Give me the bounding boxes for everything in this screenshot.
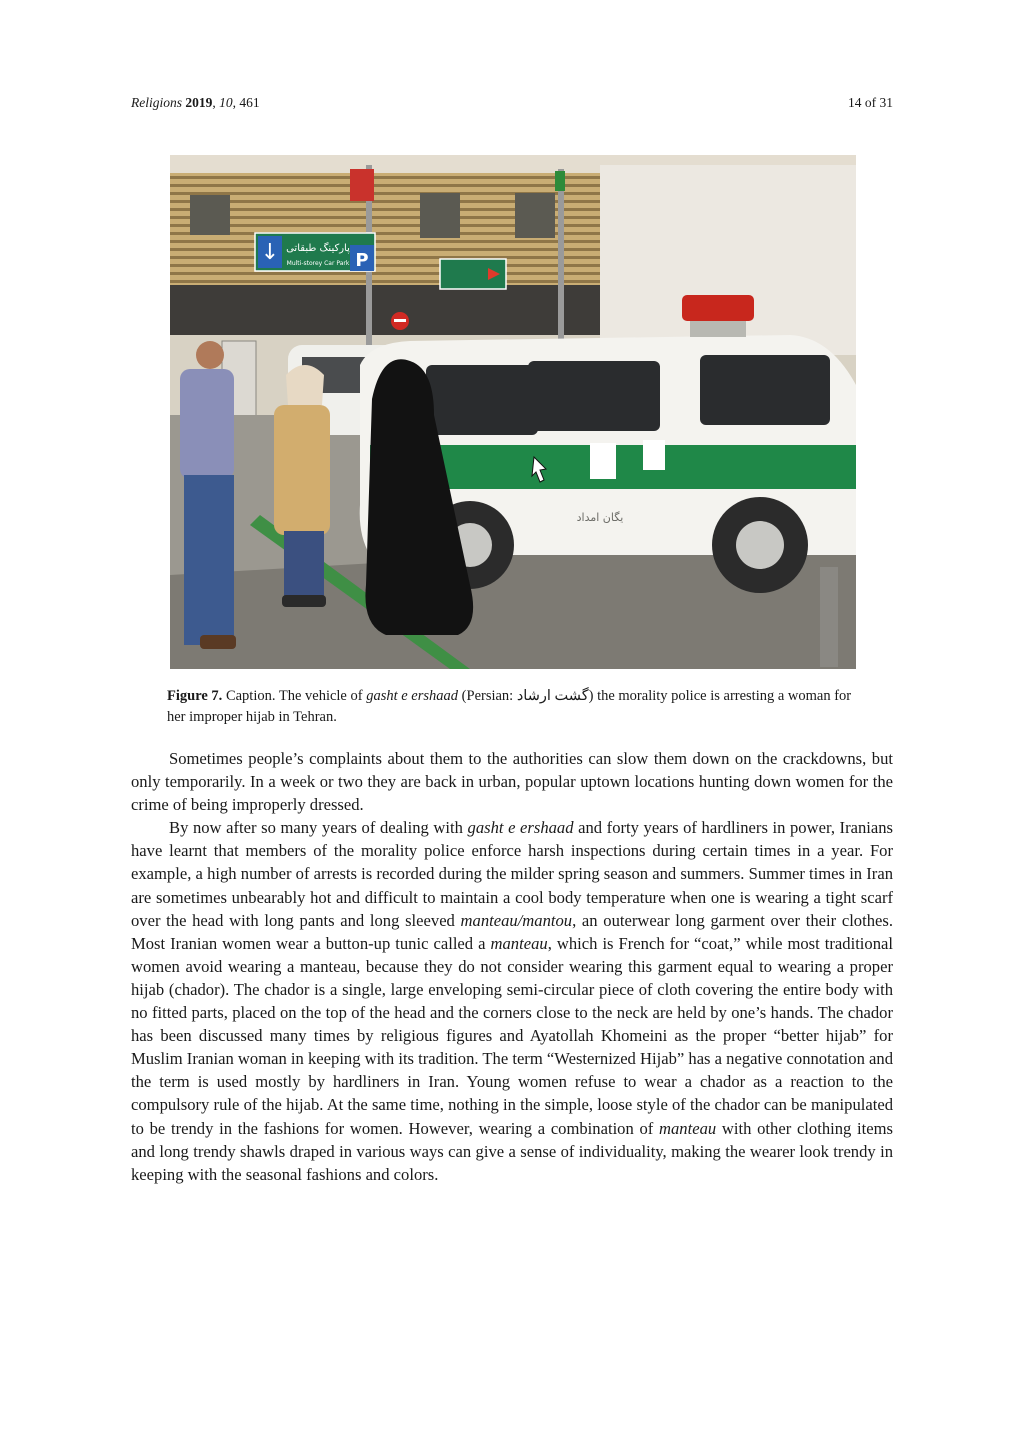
italic-term: manteau/mantou xyxy=(460,910,573,930)
direction-sign xyxy=(440,259,506,289)
page-number: 14 of 31 xyxy=(848,95,893,110)
paragraph xyxy=(131,747,893,816)
text-run: with other clothing items and long trendy shawls draped in various ways can give a sense of individuality, making the wearer look trendy in keeping with the seasonal fashions and colors. xyxy=(131,1118,893,1184)
parking-sign-persian: پارکینگ طبقاتی xyxy=(286,243,350,254)
italic-term: manteau xyxy=(659,1118,717,1138)
arrow-down-icon: ↓ xyxy=(260,240,280,265)
figure-caption xyxy=(167,686,867,728)
text-run: By now after so many years of dealing with xyxy=(169,818,468,838)
street-scene-illustration xyxy=(170,155,856,669)
caption-term: gasht e ershaad xyxy=(366,688,459,704)
man-figure xyxy=(180,341,236,649)
text-run: and forty years of hardliners in power, Iranians have learnt that members of the morality police enforce harsh inspections during certain times in a year. For example, a high number of arrests is recorded during the milder spring season and summers. Summer times in Iran are sometimes unbearably hot and difficult to maintain a cool body temperature when one is wearing a tight scarf over the head with long pants and long sleeved xyxy=(131,818,894,930)
journal-citation: Religions 2019, 10, 461 xyxy=(131,95,260,110)
parking-sign xyxy=(255,233,375,271)
journal-name: Religions xyxy=(131,95,182,110)
italic-term: gasht e ershaad xyxy=(467,818,574,838)
van-label: یگان امداد xyxy=(576,511,624,524)
parking-p-letter: P xyxy=(355,250,369,271)
caption-text-part1: Caption. The vehicle of xyxy=(222,688,367,704)
journal-volume: 10 xyxy=(219,95,233,110)
italic-term: manteau xyxy=(490,933,548,953)
siren-light xyxy=(682,295,754,321)
paragraph xyxy=(131,816,893,1186)
caption-label: Figure 7. xyxy=(167,688,223,704)
article-number: 461 xyxy=(239,95,260,110)
text-run: , which is French for “coat,” while most traditional women avoid wearing a manteau, because they do not consider wearing this garment equal to wearing a proper hijab (chador). The chador is a single, large enveloping semi-circular piece of cloth covering the entire body with no fitted parts, placed on the top of the head and the corners close to the neck are held by one’s hands. The chador has been discussed many times by religious figures and Ayatollah Khomeini as the proper “better hijab” for Muslim Iranian woman in keeping with its tradition. The term “Westernized Hijab” has a negative connotation and the term is used mostly by hardliners in Iran. Young women refuse to wear a chador as a reaction to the compulsory rule of the hijab. At the same time, nothing in the simple, loose style of the chador can be manipulated to be trendy in the fashions for women. However, wearing a combination of xyxy=(131,933,893,1138)
journal-year: 2019 xyxy=(185,95,213,110)
text-run: , an outerwear long garment over their clothes. Most Iranian women wear a button-up tunic called a xyxy=(131,910,893,953)
body-text xyxy=(131,747,893,1186)
caption-text-part2: (Persian: گشت ارشاد) the morality police is arresting a woman for her improper hijab in Tehran. xyxy=(167,688,852,725)
bollard xyxy=(820,567,838,667)
figure-photo xyxy=(170,155,856,669)
text-run: Sometimes people’s complaints about them to the authorities can slow them down on the crackdowns, but only temporarily. In a week or two they are back in urban, popular uptown locations hunting down women for the crime of being improperly dressed. xyxy=(131,749,893,815)
running-header xyxy=(131,95,893,115)
parking-sign-english: Multi-storey Car Park xyxy=(286,260,350,267)
